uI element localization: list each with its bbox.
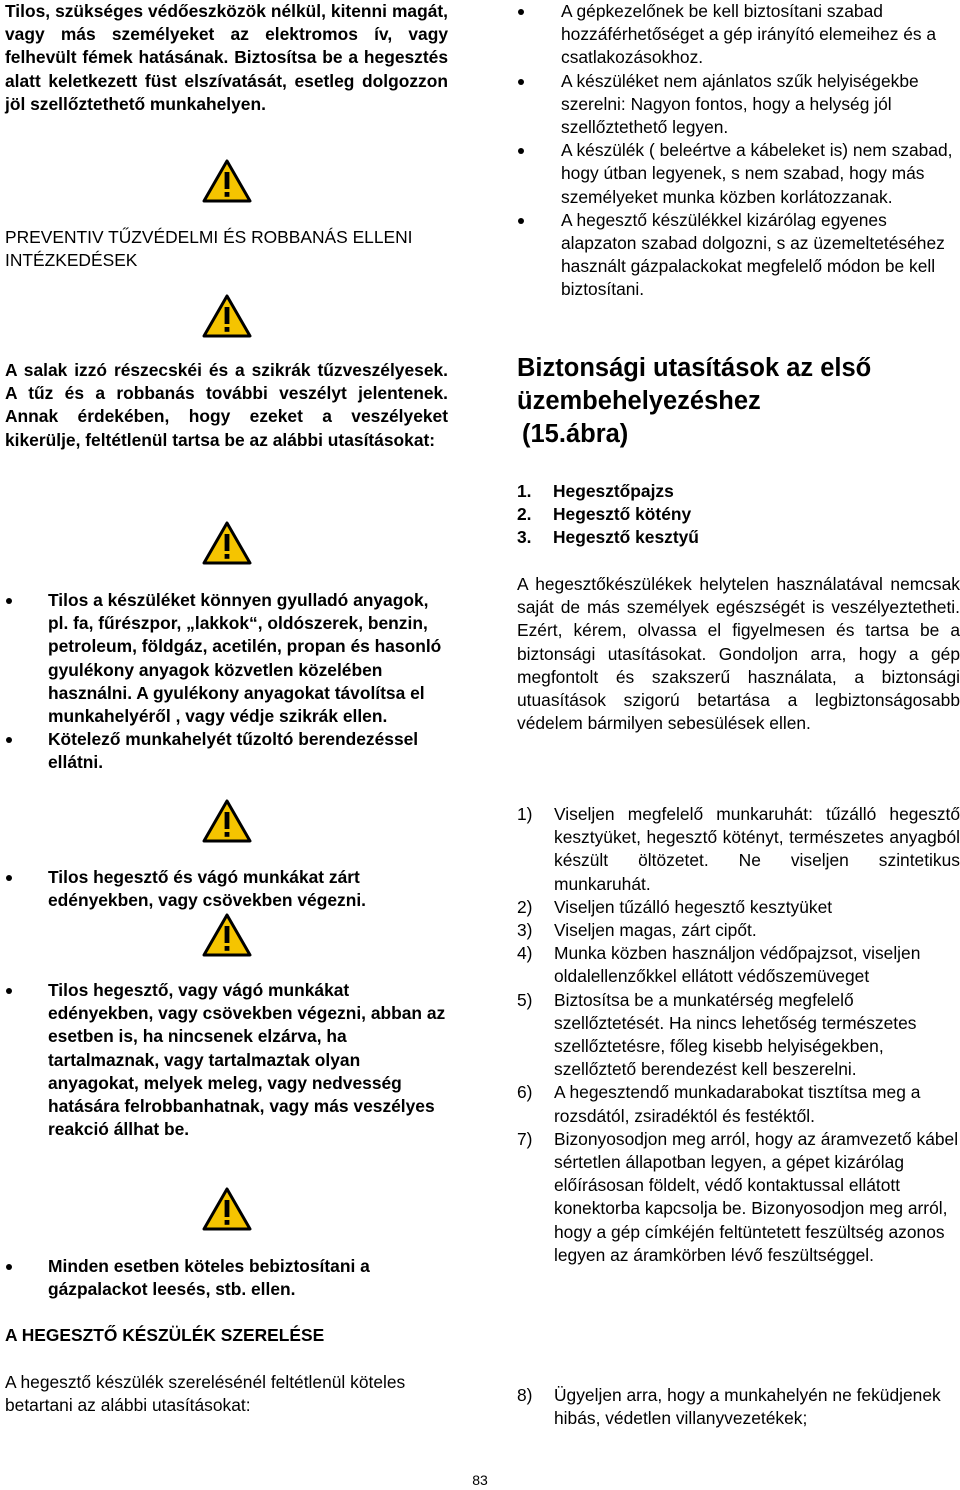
list-item: Tilos hegesztő, vagy vágó munkákat edényekben, vagy csövekben végezni, abban az esetben is, ha nincsenek elzárva, ha tartalmaznak, vagy tartalmaztak olyan anyagokat, melyek meleg, vagy nedvesség hatására felrobbanhatnak, vagy más veszélyes reakció állhat be. (5, 979, 448, 1141)
safety-rules-list (517, 803, 960, 1267)
warning-triangle-icon (202, 159, 252, 203)
warning-triangle-icon (202, 521, 252, 565)
list-item: 8) Ügyeljen arra, hogy a munkahelyén ne feküdjenek hibás, védetlen villanyvezetékek; (517, 1385, 941, 1429)
bullet-icon (6, 988, 12, 994)
warning-triangle-icon (202, 913, 252, 957)
list-item: 1. Hegesztőpajzs (517, 481, 674, 501)
page-number: 83 (472, 1472, 488, 1488)
warning-triangle-icon (202, 294, 252, 338)
list-item: 3) Viseljen magas, zárt cipőt. (517, 920, 757, 941)
fire-prevention-heading: PREVENTIV TŰZVÉDELMI ÉS ROBBANÁS ELLENI INTÉZKEDÉSEK (5, 227, 413, 271)
explosive-vessel-bullet (5, 979, 448, 1141)
list-item: Tilos hegesztő és vágó munkákat zárt edényekben, vagy csövekben végezni. (5, 866, 448, 912)
flammable-bullets (5, 589, 448, 775)
warning-triangle-icon (202, 799, 252, 843)
fire-paragraph: A salak izzó részecskéi és a szikrák tűzveszélyesek. A tűz és a robbanás további veszélyt jelentenek. Annak érdekében, hogy ezeket a veszélyeket kikerülje, feltétlenül tartsa be az alábbi utasításokat: (5, 360, 448, 450)
intro-paragraph: Tilos, szükséges védőeszközök nélkül, kitenni magát, vagy más személyeket az elektromos ív, vagy felhevült fémek hatásának. Biztosítsa be a hegesztés alatt keletkezett füst elszívatását, esetleg dolgozzon jöl szellőztethető munkahelyen. (5, 1, 448, 114)
list-item: Tilos a készüléket könnyen gyulladó anyagok, pl. fa, fűrészpor, „lakkok“, oldószerek, benzin, petroleum, földgáz, acetilén, propan és hasonló gyulékony anyagok közvetlen közelében használni. A gyulékony anyagokat távolítsa el munkahelyéről , vagy védje szikrák ellen. (5, 589, 448, 728)
list-item: 5) Biztosítsa be a munkatérség megfelelő szellőztetését. Ha nincs lehetőség természetes szellőztetésre, főleg kisebb helyiségekben, szellőztető berendezést kell beszerelni. (517, 989, 917, 1080)
list-item: 3. Hegesztő kesztyű (517, 527, 699, 548)
gas-cylinder-bullet (5, 1255, 448, 1301)
list-item: 1) Viseljen megfelelő munkaruhát: tűzálló hegesztő kesztyüket, hegesztő kötényt, természetes anyagból készült öltözetet. Ne viseljen szintetikus munkaruhát. (517, 804, 960, 894)
warning-triangle-icon (202, 1187, 252, 1231)
bullet-icon (6, 1264, 12, 1270)
list-item: 2. Hegesztő kötény (517, 504, 692, 525)
bullet-icon (518, 218, 524, 224)
bullet-icon (518, 9, 524, 15)
bullet-icon (518, 79, 524, 85)
figure-legend (517, 480, 960, 550)
list-item: A hegesztő készülékkel kizárólag egyenes alapzaton szabad dolgozni, s az üzemeltetéséhez használt gázpalackokat megfelelő módon be kell biztosítani. (517, 209, 960, 302)
misuse-paragraph: A hegesztőkészülékek helytelen használatával nemcsak saját de más személyek egészségét is veszélyeztetheti. Ezért, kérem, olvassa el figyelmesen és tartsa be a biztonsági utasításokat. Gondoljon arra, hogy a gép megfontolt és szakszerű használata, a biztonsági utuasítások szigorú betartása a legbiztonságosabb védelem bármilyen sebesülések ellen. (517, 574, 960, 734)
installation-bullets (517, 0, 960, 302)
bullet-icon (6, 875, 12, 881)
list-item: A gépkezelőnek be kell biztosítani szabad hozzáférhetőséget a gép irányító elemeihez és a csatlakozásokhoz. (517, 0, 960, 70)
list-item: Minden esetben köteles bebiztosítani a gázpalackot leesés, stb. ellen. (5, 1255, 448, 1301)
list-item: 6) A hegesztendő munkadarabokat tisztítsa meg a rozsdától, zsiradéktól és festéktől. (517, 1082, 921, 1126)
safety-rules-list-continued (517, 1384, 960, 1430)
list-item: 2) Viseljen tűzálló hegesztő kesztyüket (517, 896, 833, 917)
installation-heading: A HEGESZTŐ KÉSZÜLÉK SZERELÉSE (5, 1325, 325, 1345)
list-item: 4) Munka közben használjon védőpajzsot, viseljen oldalellenzőkkel ellátott védőszemüveget (517, 943, 921, 987)
bullet-icon (6, 737, 12, 743)
list-item: A készüléket nem ajánlatos szűk helyiségekbe szerelni: Nagyon fontos, hogy a helység jól szellőztethető legyen. (517, 70, 960, 140)
safety-heading: Biztonsági utasítások az első üzembehelyezéshez (15.ábra) (517, 354, 872, 448)
list-item: A készülék ( beleértve a kábeleket is) nem szabad, hogy útban legyenek, s nem szabad, hogy más személyeket munka közben korlátozzanak. (517, 139, 960, 209)
installation-paragraph: A hegesztő készülék szerelésénél feltétlenül köteles betartani az alábbi utasításokat: (5, 1372, 406, 1416)
list-item: Kötelező munkahelyét tűzoltó berendezéssel ellátni. (5, 728, 448, 774)
list-item: 7) Bizonyosodjon meg arról, hogy az áramvezető kábel sértetlen állapotban legyen, a gépet kizárólag előírásosan földelt, védő kontaktussal ellátott konektorba kapcsolja be. Bizonyosodjon meg arról, hogy a gép címkéjén feltüntetett feszültség azonos legyen az áramkörben lévő feszültséggel. (517, 1128, 959, 1265)
bullet-icon (518, 148, 524, 154)
bullet-icon (6, 598, 12, 604)
closed-vessel-bullet (5, 866, 448, 912)
